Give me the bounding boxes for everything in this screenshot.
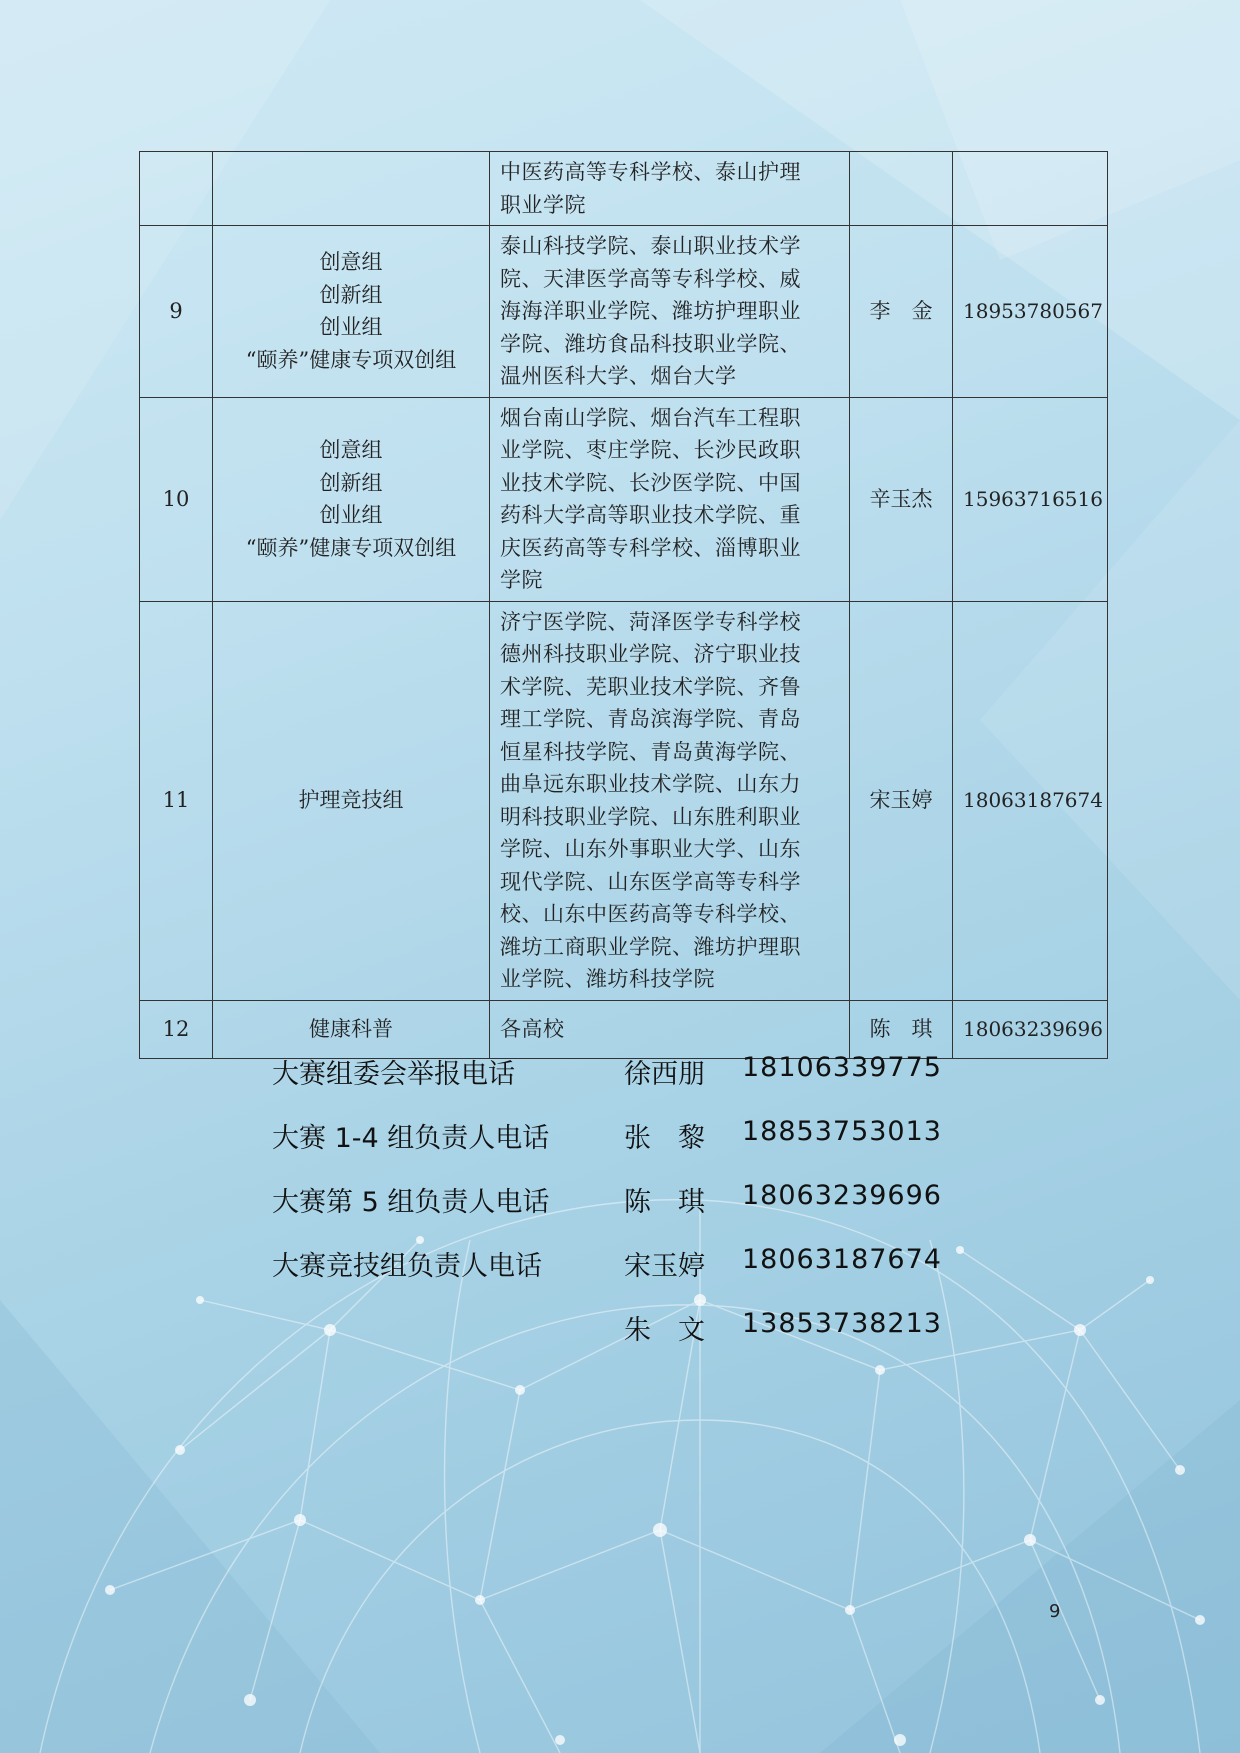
schools-cell — [490, 1000, 850, 1058]
contact-phone-cell: 18063239696 — [953, 1000, 1108, 1058]
group-name: 创新组 — [319, 470, 383, 495]
school-line: 术学院、芜职业技术学院、齐鲁 — [500, 674, 801, 699]
group-cell — [213, 601, 490, 1000]
contact-phone-cell — [953, 152, 1108, 226]
contact-phone-cell: 15963716516 — [953, 397, 1108, 601]
school-line: 潍坊工商职业学院、潍坊护理职 — [500, 934, 801, 959]
hotline-person: 张 黎 — [624, 1123, 705, 1154]
school-line: 药科大学高等职业技术学院、重 — [500, 503, 801, 527]
page-number: 9 — [1049, 1601, 1061, 1622]
school-line: 恒星科技学院、青岛黄海学院、 — [500, 739, 801, 764]
school-line: 烟台南山学院、烟台汽车工程职 — [500, 405, 801, 430]
group-name: “颐养”健康专项双创组 — [245, 347, 457, 372]
group-name: 创业组 — [319, 315, 383, 340]
group-cell — [213, 152, 490, 226]
school-line: 院、天津医学高等专科学校、威 — [500, 266, 801, 291]
hotline-row — [272, 1308, 1072, 1372]
school-line: 学院 — [500, 568, 543, 592]
hotline-phone: 18063239696 — [742, 1180, 942, 1211]
contact-person-cell: 辛玉杰 — [850, 397, 953, 601]
competition-contact-table — [139, 151, 1108, 1059]
contact-person-cell — [850, 152, 953, 226]
contact-phone-cell: 18953780567 — [953, 226, 1108, 398]
school-line: 学院、山东外事职业大学、山东 — [500, 837, 801, 861]
row-number-cell: 10 — [140, 397, 213, 601]
school-line: 校、山东中医药高等专科学校、 — [500, 902, 801, 926]
hotline-person: 宋玉婷 — [624, 1251, 705, 1282]
row-number-cell: 9 — [140, 226, 213, 398]
hotline-phone: 18106339775 — [742, 1052, 942, 1083]
school-line: 温州医科大学、烟台大学 — [500, 364, 737, 388]
table-row — [140, 397, 1108, 601]
schools-cell — [490, 397, 850, 601]
table-row — [140, 1000, 1108, 1058]
hotline-phone: 13853738213 — [742, 1308, 942, 1339]
school-line: 职业学院 — [500, 192, 586, 217]
table-row — [140, 152, 1108, 226]
hotline-row — [272, 1116, 1072, 1180]
school-line: 理工学院、青岛滨海学院、青岛 — [500, 707, 801, 731]
contact-person-cell: 陈 琪 — [850, 1000, 953, 1058]
group-name: “颐养”健康专项双创组 — [245, 535, 457, 560]
row-number-cell: 11 — [140, 601, 213, 1000]
schools-cell — [490, 601, 850, 1000]
contact-person-cell: 李 金 — [850, 226, 953, 398]
group-name: 创新组 — [319, 282, 383, 307]
group-cell — [213, 397, 490, 601]
hotline-row — [272, 1052, 1072, 1116]
schools-cell — [490, 226, 850, 398]
hotline-person: 徐西朋 — [624, 1059, 705, 1090]
school-line: 中医药高等专科学校、泰山护理 — [500, 160, 801, 184]
school-line: 各高校 — [500, 1016, 565, 1041]
school-line: 学院、潍坊食品科技职业学院、 — [500, 331, 801, 356]
group-cell — [213, 1000, 490, 1058]
school-line: 济宁医学院、菏泽医学专科学校 — [500, 609, 801, 634]
hotline-label: 大赛第 5 组负责人电话 — [272, 1187, 550, 1218]
hotline-phone: 18853753013 — [742, 1116, 942, 1147]
hotline-person: 朱 文 — [624, 1315, 705, 1346]
school-line: 明科技职业学院、山东胜利职业 — [500, 804, 801, 829]
school-line: 德州科技职业学院、济宁职业技 — [500, 642, 801, 666]
school-line: 业学院、枣庄学院、长沙民政职 — [500, 438, 801, 462]
hotline-phone: 18063187674 — [742, 1244, 942, 1275]
table-row — [140, 226, 1108, 398]
contact-phone-cell: 18063187674 — [953, 601, 1108, 1000]
hotline-label: 大赛 1-4 组负责人电话 — [272, 1123, 550, 1154]
row-number-cell — [140, 152, 213, 226]
contact-person-cell: 宋玉婷 — [850, 601, 953, 1000]
group-name: 创意组 — [319, 438, 383, 462]
hotline-person: 陈 琪 — [624, 1187, 705, 1218]
school-line: 业学院、潍坊科技学院 — [500, 967, 715, 991]
hotline-row — [272, 1180, 1072, 1244]
school-line: 庆医药高等专科学校、淄博职业 — [500, 535, 801, 560]
hotline-label: 大赛竞技组负责人电话 — [272, 1251, 542, 1282]
school-line: 曲阜远东职业技术学院、山东力 — [500, 772, 801, 796]
group-cell — [213, 226, 490, 398]
hotline-label: 大赛组委会举报电话 — [272, 1059, 515, 1090]
group-name: 护理竞技组 — [298, 788, 404, 813]
hotline-list — [272, 1052, 1072, 1372]
table-row — [140, 601, 1108, 1000]
schools-cell — [490, 152, 850, 226]
group-name: 创业组 — [319, 503, 383, 527]
school-line: 现代学院、山东医学高等专科学 — [500, 869, 801, 894]
group-name: 健康科普 — [309, 1016, 393, 1041]
row-number-cell: 12 — [140, 1000, 213, 1058]
school-line: 海海洋职业学院、潍坊护理职业 — [500, 299, 801, 323]
group-name: 创意组 — [319, 250, 383, 275]
school-line: 泰山科技学院、泰山职业技术学 — [500, 234, 801, 258]
school-line: 业技术学院、长沙医学院、中国 — [500, 470, 801, 495]
hotline-row — [272, 1244, 1072, 1308]
